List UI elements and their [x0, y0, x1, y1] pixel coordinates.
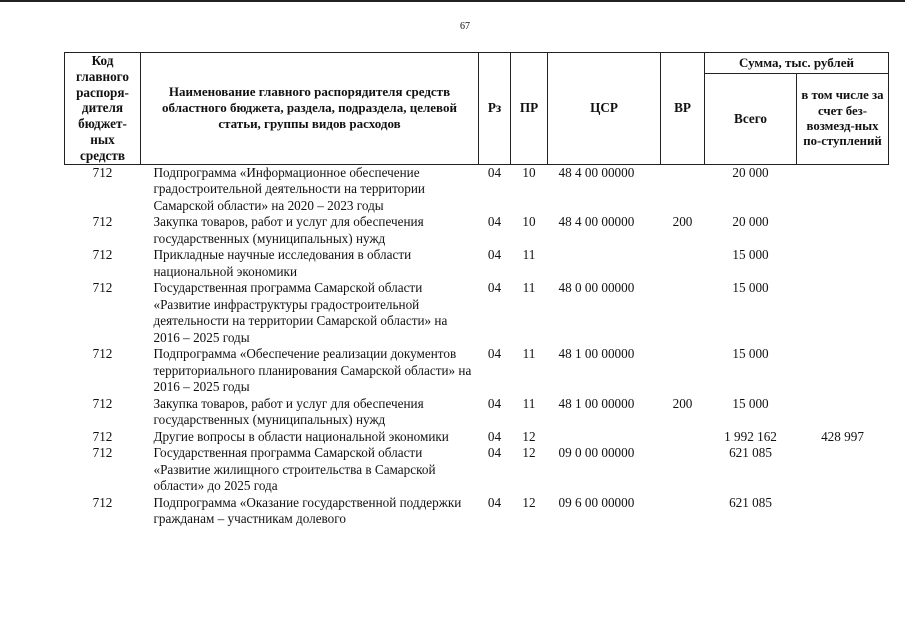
header-gratuitous: в том числе за счет без-возмезд-ных по-ступлений [797, 74, 889, 165]
cell-vr [661, 429, 705, 446]
cell-csr: 48 1 00 00000 [558, 395, 635, 411]
cell-total: 15 000 [732, 280, 769, 296]
cell-gratuitous [797, 396, 889, 429]
cell-rz: 04 [487, 428, 502, 444]
cell-code: 712 [92, 346, 113, 362]
cell-csr: 48 0 00 00000 [558, 280, 635, 296]
cell-code: 712 [92, 247, 113, 263]
table-row [65, 445, 889, 495]
cell-code: 712 [92, 214, 113, 230]
cell-csr: 09 6 00 00000 [558, 494, 635, 510]
cell-pr: 11 [522, 395, 536, 411]
cell-code: 712 [92, 164, 113, 180]
header-pr: ПР [511, 53, 548, 165]
cell-rz: 04 [487, 445, 502, 461]
cell-vr [661, 495, 705, 528]
cell-pr: 12 [522, 494, 536, 510]
table-row [65, 495, 889, 528]
cell-gratuitous [797, 280, 889, 346]
header-rz: Рз [479, 53, 511, 165]
table-row [65, 346, 889, 396]
header-csr: ЦСР [548, 53, 661, 165]
table-header [65, 53, 889, 165]
budget-table [64, 52, 889, 528]
table-body [65, 164, 889, 528]
cell-gratuitous [797, 164, 889, 214]
cell-gratuitous [797, 445, 889, 495]
cell-code: 712 [92, 280, 113, 296]
cell-pr: 10 [522, 214, 536, 230]
cell-name: Подпрограмма «Оказание государственной поддержки гражданам – участникам долевого [153, 494, 462, 527]
cell-csr: 48 1 00 00000 [558, 346, 635, 362]
cell-rz: 04 [487, 395, 502, 411]
header-total: Всего [705, 74, 797, 165]
cell-csr [548, 429, 661, 446]
header-sum: Сумма, тыс. рублей [705, 53, 889, 74]
cell-vr [661, 346, 705, 396]
cell-total: 15 000 [732, 346, 769, 362]
cell-total: 1 992 162 [724, 428, 777, 444]
cell-pr: 11 [522, 247, 536, 263]
cell-total: 621 085 [729, 445, 772, 461]
table-row [65, 214, 889, 247]
cell-vr [661, 247, 705, 280]
cell-gratuitous [797, 495, 889, 528]
cell-code: 712 [92, 428, 113, 444]
cell-code: 712 [92, 395, 113, 411]
cell-vr [661, 280, 705, 346]
table-row [65, 429, 889, 446]
cell-rz: 04 [487, 164, 502, 180]
cell-vr [661, 445, 705, 495]
header-name: Наименование главного распорядителя средств областного бюджета, раздела, подраздела, целевой статьи, группы видов расходов [141, 53, 479, 165]
cell-pr: 10 [522, 164, 536, 180]
cell-pr: 11 [522, 346, 536, 362]
cell-name: Закупка товаров, работ и услуг для обеспечения государственных (муниципальных) нужд [153, 214, 424, 246]
cell-vr [661, 164, 705, 214]
page-top-border [0, 0, 905, 2]
cell-code: 712 [92, 494, 113, 510]
cell-vr: 200 [672, 214, 693, 230]
cell-total: 20 000 [732, 164, 769, 180]
cell-name: Государственная программа Самарской области «Развитие жилищного строительства в Самарской области» до 2025 года [153, 445, 436, 494]
cell-name: Прикладные научные исследования в области национальной экономики [153, 247, 412, 279]
cell-rz: 04 [487, 280, 502, 296]
cell-name: Государственная программа Самарской области «Развитие инфраструктуры градостроительной деятельности на территории Самарской области» на 2016 – 2025 годы [153, 280, 448, 345]
cell-vr: 200 [672, 395, 693, 411]
cell-gratuitous: 428 997 [821, 428, 864, 444]
cell-rz: 04 [487, 346, 502, 362]
cell-rz: 04 [487, 494, 502, 510]
cell-name: Другие вопросы в области национальной экономики [153, 428, 449, 444]
header-code: Код главного распоря-дителя бюджет-ных средств [65, 53, 141, 165]
cell-pr: 12 [522, 428, 536, 444]
table-row [65, 396, 889, 429]
cell-total: 621 085 [729, 494, 772, 510]
cell-gratuitous [797, 247, 889, 280]
cell-gratuitous [797, 214, 889, 247]
cell-csr: 09 0 00 00000 [558, 445, 635, 461]
table-row [65, 247, 889, 280]
table-row [65, 280, 889, 346]
cell-code: 712 [92, 445, 113, 461]
cell-name: Подпрограмма «Информационное обеспечение градостроительной деятельности на территории Самарской области» на 2020 – 2023 годы [153, 164, 425, 213]
cell-pr: 11 [522, 280, 536, 296]
cell-csr: 48 4 00 00000 [558, 214, 635, 230]
cell-total: 20 000 [732, 214, 769, 230]
cell-rz: 04 [487, 214, 502, 230]
cell-name: Закупка товаров, работ и услуг для обеспечения государственных (муниципальных) нужд [153, 395, 424, 428]
cell-total: 15 000 [732, 395, 769, 411]
cell-rz: 04 [487, 247, 502, 263]
cell-name: Подпрограмма «Обеспечение реализации документов территориального планирования Самарской области» на 2016 – 2025 годы [153, 346, 472, 395]
header-vr: ВР [661, 53, 705, 165]
cell-csr [548, 247, 661, 280]
cell-csr: 48 4 00 00000 [558, 164, 635, 180]
cell-total: 15 000 [732, 247, 769, 263]
cell-gratuitous [797, 346, 889, 396]
table-row [65, 164, 889, 214]
page-number: 67 [460, 21, 470, 32]
cell-pr: 12 [522, 445, 536, 461]
